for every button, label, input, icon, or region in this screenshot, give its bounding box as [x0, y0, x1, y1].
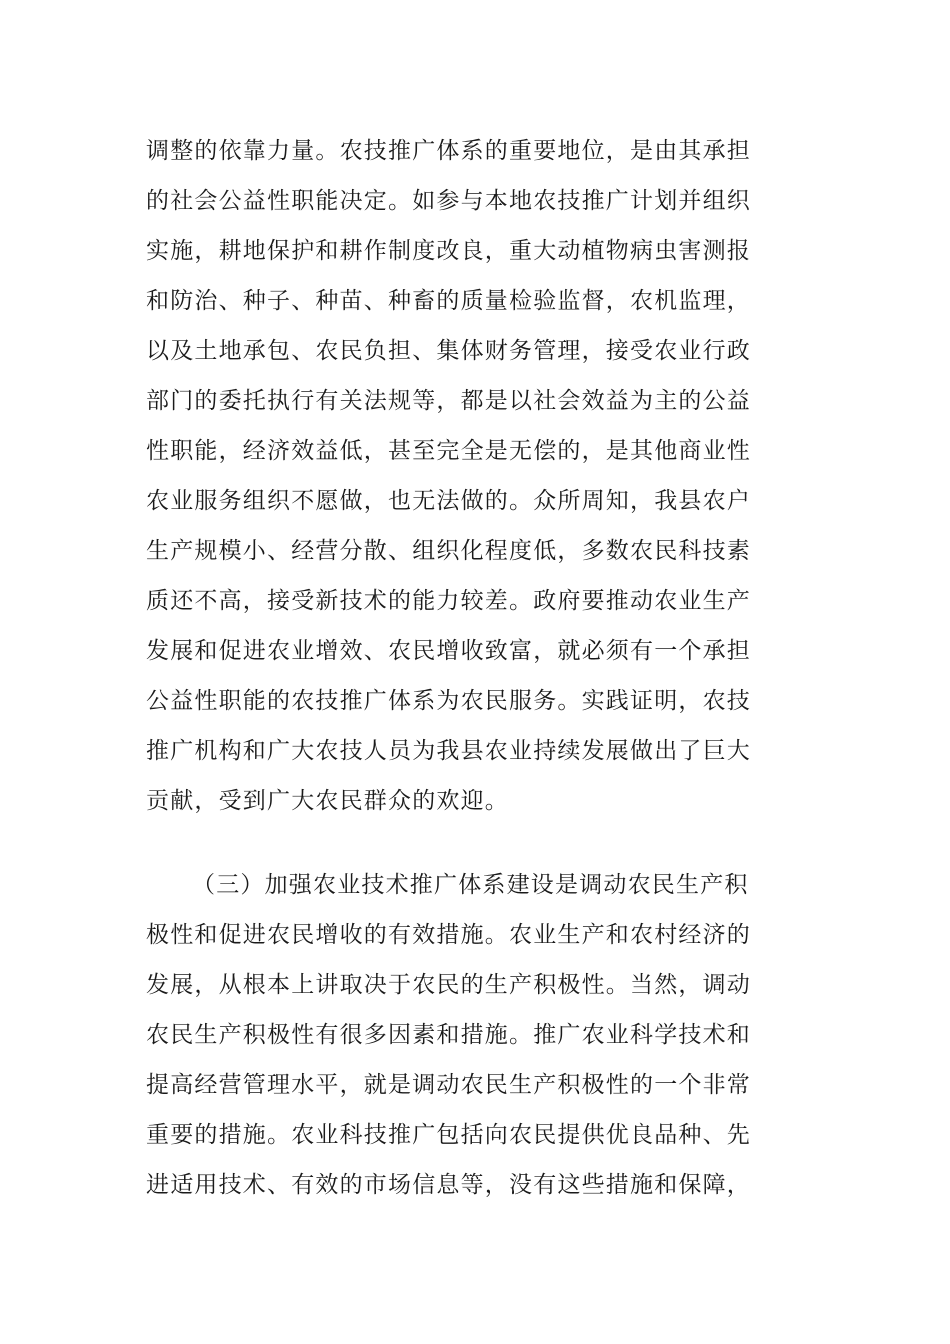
text-line: 性职能，经济效益低，甚至完全是无偿的，是其他商业性	[146, 438, 751, 464]
text-line: 发展和促进农业增效、农民增收致富，就必须有一个承担	[146, 638, 751, 664]
text-line: 质还不高，接受新技术的能力较差。政府要推动农业生产	[146, 588, 751, 614]
text-line: 提高经营管理水平，就是调动农民生产积极性的一个非常	[146, 1072, 751, 1098]
text-line: 以及土地承包、农民负担、集体财务管理，接受农业行政	[146, 338, 751, 364]
text-line: 的社会公益性职能决定。如参与本地农技推广计划并组织	[146, 188, 751, 214]
text-line: 极性和促进农民增收的有效措施。农业生产和农村经济的	[146, 922, 751, 948]
text-line: 推广机构和广大农技人员为我县农业持续发展做出了巨大	[146, 738, 751, 764]
text-line: 实施，耕地保护和耕作制度改良，重大动植物病虫害测报	[146, 238, 751, 264]
text-line: 和防治、种子、种苗、种畜的质量检验监督，农机监理，	[146, 288, 751, 314]
text-line: 生产规模小、经营分散、组织化程度低，多数农民科技素	[146, 538, 751, 564]
paragraph-1	[146, 126, 806, 826]
text-line: 公益性职能的农技推广体系为农民服务。实践证明，农技	[146, 688, 751, 714]
paragraph-2	[146, 860, 806, 1210]
text-line: 重要的措施。农业科技推广包括向农民提供优良品种、先	[146, 1122, 751, 1148]
text-line: 贡献，受到广大农民群众的欢迎。	[146, 788, 509, 814]
text-line: 调整的依靠力量。农技推广体系的重要地位，是由其承担	[146, 138, 751, 164]
text-line-indented: （三）加强农业技术推广体系建设是调动农民生产积	[192, 872, 749, 898]
text-line: 发展，从根本上讲取决于农民的生产积极性。当然，调动	[146, 972, 751, 998]
text-line: 农业服务组织不愿做，也无法做的。众所周知，我县农户	[146, 488, 751, 514]
text-line: 部门的委托执行有关法规等，都是以社会效益为主的公益	[146, 388, 751, 414]
text-line: 农民生产积极性有很多因素和措施。推广农业科学技术和	[146, 1022, 751, 1048]
text-line: 进适用技术、有效的市场信息等，没有这些措施和保障，	[146, 1172, 751, 1198]
